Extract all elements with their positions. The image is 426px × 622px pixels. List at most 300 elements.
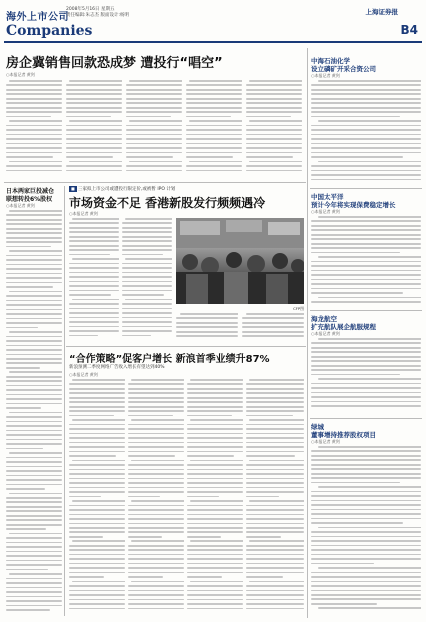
text-line <box>249 460 304 462</box>
text-line <box>311 89 421 91</box>
text-line <box>9 120 62 122</box>
sidebar-4-subheadline: 董事增持推荐股权项目 <box>311 431 376 439</box>
text-line <box>246 469 304 471</box>
text-line <box>69 321 119 323</box>
text-line <box>128 401 184 403</box>
text-line <box>187 392 243 394</box>
text-line <box>187 437 243 439</box>
sidebar-4-byline: ○本报记者 黄剑 <box>311 439 340 444</box>
text-line <box>66 147 122 149</box>
text-line <box>66 89 122 91</box>
photo-crowd <box>176 218 304 304</box>
text-line <box>311 125 421 127</box>
text-line <box>69 303 119 305</box>
text-line <box>6 470 62 472</box>
text-line <box>6 425 62 427</box>
sidebar-3-headline: 海龙航空 <box>311 315 337 323</box>
text-line <box>6 228 62 230</box>
text-line <box>246 464 304 466</box>
text-line <box>246 558 304 560</box>
text-line <box>69 161 122 163</box>
text-line <box>246 125 302 127</box>
text-line <box>69 464 125 466</box>
divider <box>66 346 306 347</box>
text-line <box>189 120 242 122</box>
text-line <box>187 505 243 507</box>
text-line <box>249 161 302 163</box>
text-line <box>6 466 62 468</box>
text-line <box>311 84 421 86</box>
text-line <box>246 603 304 605</box>
section-title-en: Companies <box>6 23 93 39</box>
text-line <box>69 227 119 229</box>
text-line <box>186 102 242 104</box>
text-line <box>311 279 421 281</box>
text-line <box>6 322 62 324</box>
text-line <box>6 609 50 611</box>
text-line <box>128 549 184 551</box>
text-line <box>189 161 242 163</box>
text-line <box>249 419 304 421</box>
text-line <box>190 500 243 502</box>
text-line <box>128 554 184 556</box>
text-line <box>131 379 184 381</box>
text-line <box>6 282 62 284</box>
text-line <box>6 605 62 607</box>
text-line <box>9 573 62 575</box>
text-line <box>311 356 421 358</box>
text-line <box>246 98 302 100</box>
publication-name: 上海证券报 <box>365 8 398 16</box>
text-line <box>246 428 304 430</box>
text-line <box>72 419 125 421</box>
text-line <box>6 246 51 248</box>
text-line <box>190 540 243 542</box>
text-line <box>128 428 184 430</box>
sidebar-2-subheadline: 预计今年将实现保费稳定增长 <box>311 201 396 209</box>
text-line <box>69 424 125 426</box>
text-line <box>311 468 421 470</box>
text-line <box>131 540 184 542</box>
text-line <box>9 371 62 373</box>
text-line <box>128 531 184 533</box>
text-line <box>128 518 184 520</box>
text-line <box>311 405 421 407</box>
text-line <box>6 89 62 91</box>
text-line <box>6 107 62 109</box>
top-story-col-5 <box>246 80 302 178</box>
text-line <box>6 277 62 279</box>
text-line <box>69 240 119 242</box>
text-line <box>128 478 184 480</box>
text-line <box>311 347 421 349</box>
divider <box>307 48 308 618</box>
text-line <box>311 365 421 367</box>
text-line <box>187 464 243 466</box>
text-line <box>6 98 62 100</box>
text-line <box>66 98 122 100</box>
text-line <box>69 531 125 533</box>
text-line <box>246 576 283 578</box>
text-line <box>125 299 172 301</box>
text-line <box>126 138 182 140</box>
text-line <box>186 93 242 95</box>
text-line <box>246 143 302 145</box>
text-line <box>128 437 184 439</box>
text-line <box>187 397 243 399</box>
text-line <box>311 473 421 475</box>
text-line <box>318 80 421 82</box>
text-line <box>128 487 184 489</box>
text-line <box>69 446 125 448</box>
text-line <box>6 457 62 459</box>
text-line <box>311 491 421 493</box>
text-line <box>176 322 238 324</box>
text-line <box>69 388 125 390</box>
text-line <box>69 406 125 408</box>
text-line <box>72 540 125 542</box>
divider <box>64 186 65 616</box>
text-line <box>129 80 182 82</box>
text-line <box>128 545 184 547</box>
text-line <box>69 290 119 292</box>
text-line <box>69 469 125 471</box>
text-line <box>69 478 125 480</box>
text-line <box>126 152 182 154</box>
text-line <box>311 513 421 515</box>
text-line <box>249 379 304 381</box>
sidebar-4-body <box>311 446 421 616</box>
center-story-byline: ○本报记者 黄剑 <box>69 211 98 216</box>
text-line <box>246 514 304 516</box>
text-line <box>249 80 302 82</box>
text-line <box>318 527 421 529</box>
text-line <box>122 330 172 332</box>
text-line <box>69 281 119 283</box>
text-line <box>311 594 421 596</box>
text-line <box>246 563 304 565</box>
center-story-col-4 <box>242 313 304 343</box>
bottom-story-kicker: 新浪预测二季度网络广告收入增长有望达到40% <box>69 365 165 370</box>
text-line <box>6 300 62 302</box>
page-number: B4 <box>400 23 418 37</box>
text-line <box>6 367 40 369</box>
text-line <box>190 581 243 583</box>
text-line <box>318 338 421 340</box>
text-line <box>69 496 101 498</box>
text-line <box>246 509 304 511</box>
text-line <box>122 240 172 242</box>
publish-date: 2008年5月16日 星期五 <box>66 7 115 12</box>
text-line <box>246 116 291 118</box>
text-line <box>128 406 184 408</box>
text-line <box>69 312 119 314</box>
text-line <box>128 496 160 498</box>
text-line <box>311 234 421 236</box>
text-line <box>126 111 182 113</box>
text-line <box>66 93 122 95</box>
text-line <box>6 564 62 566</box>
text-line <box>128 383 184 385</box>
text-line <box>311 536 421 538</box>
text-line <box>122 245 172 247</box>
text-line <box>186 98 242 100</box>
text-line <box>6 273 62 275</box>
text-line <box>128 585 184 587</box>
text-line <box>69 594 125 596</box>
text-line <box>69 518 125 520</box>
text-line <box>186 84 242 86</box>
text-line <box>311 351 421 353</box>
center-story-kicker: 三家拟上市公司或遭投行限定价,或被暂 IPO 计划 <box>78 187 176 192</box>
text-line <box>6 519 62 521</box>
sidebar-1-headline: 中海石油化学 <box>311 57 350 65</box>
text-line <box>6 304 62 306</box>
text-line <box>186 143 242 145</box>
text-line <box>6 506 62 508</box>
text-line <box>246 383 304 385</box>
text-line <box>187 491 243 493</box>
text-line <box>126 98 182 100</box>
text-line <box>6 134 62 136</box>
text-line <box>246 572 304 574</box>
text-line <box>186 111 242 113</box>
text-line <box>128 451 184 453</box>
text-line <box>126 107 182 109</box>
text-line <box>311 143 421 145</box>
bottom-story-col-4 <box>246 379 304 617</box>
text-line <box>128 572 184 574</box>
text-line <box>128 599 184 601</box>
text-line <box>311 165 421 167</box>
text-line <box>311 396 421 398</box>
text-line <box>6 407 41 409</box>
top-story-byline: ○本报记者 黄剑 <box>6 72 35 77</box>
text-line <box>128 442 184 444</box>
text-line <box>6 524 62 526</box>
text-line <box>9 161 62 163</box>
text-line <box>6 147 62 149</box>
text-line <box>128 608 184 610</box>
text-line <box>311 540 421 542</box>
text-line <box>128 505 184 507</box>
text-line <box>69 437 125 439</box>
text-line <box>6 241 62 243</box>
text-line <box>6 596 62 598</box>
text-line <box>6 439 62 441</box>
text-line <box>186 125 242 127</box>
text-line <box>187 487 243 489</box>
text-line <box>69 272 119 274</box>
text-line <box>9 331 62 333</box>
text-line <box>246 567 304 569</box>
text-line <box>190 460 243 462</box>
text-line <box>311 116 400 118</box>
text-line <box>69 317 119 319</box>
text-line <box>246 102 302 104</box>
text-line <box>69 599 125 601</box>
text-line <box>311 238 421 240</box>
text-line <box>69 401 125 403</box>
text-line <box>311 464 421 466</box>
text-line <box>69 545 125 547</box>
text-line <box>125 218 172 220</box>
text-line <box>246 523 304 525</box>
text-line <box>311 225 421 227</box>
text-line <box>187 536 221 538</box>
text-line <box>128 527 184 529</box>
text-line <box>186 147 242 149</box>
text-line <box>187 594 243 596</box>
text-line <box>6 600 62 602</box>
text-line <box>69 383 125 385</box>
text-line <box>311 265 421 267</box>
text-line <box>9 250 62 252</box>
text-line <box>6 336 62 338</box>
text-line <box>69 80 122 82</box>
text-line <box>311 518 421 520</box>
text-line <box>187 410 243 412</box>
text-line <box>6 143 62 145</box>
text-line <box>6 345 62 347</box>
text-line <box>246 554 304 556</box>
text-line <box>128 455 175 457</box>
text-line <box>6 259 62 261</box>
text-line <box>69 514 125 516</box>
text-line <box>122 321 172 323</box>
text-line <box>69 335 98 337</box>
text-line <box>122 276 172 278</box>
text-line <box>187 482 243 484</box>
text-line <box>311 288 421 290</box>
text-line <box>6 349 62 351</box>
text-line <box>6 309 62 311</box>
text-line <box>122 281 172 283</box>
text-line <box>311 450 421 452</box>
sidebar-3-byline: ○本报记者 黄剑 <box>311 331 340 336</box>
text-line <box>311 576 421 578</box>
text-line <box>311 107 421 109</box>
text-line <box>126 147 182 149</box>
text-line <box>9 412 62 414</box>
text-line <box>187 518 243 520</box>
text-line <box>246 93 302 95</box>
text-line <box>69 558 125 560</box>
text-line <box>6 255 62 257</box>
bottom-story-byline: ○本报记者 黄剑 <box>69 372 98 377</box>
text-line <box>126 102 182 104</box>
text-line <box>6 582 62 584</box>
text-line <box>6 421 62 423</box>
text-line <box>66 129 122 131</box>
text-line <box>66 107 122 109</box>
text-line <box>6 479 62 481</box>
text-line <box>311 283 421 285</box>
text-line <box>187 446 243 448</box>
text-line <box>187 496 219 498</box>
text-line <box>318 446 421 448</box>
section-tag: ■ <box>71 186 75 191</box>
text-line <box>187 401 243 403</box>
text-line <box>66 111 122 113</box>
text-line <box>311 585 421 587</box>
text-line <box>246 599 304 601</box>
sidebar-1-byline: ○本报记者 黄剑 <box>311 73 340 78</box>
text-line <box>69 603 125 605</box>
text-line <box>187 599 243 601</box>
text-line <box>311 455 421 457</box>
text-line <box>187 428 243 430</box>
text-line <box>311 360 421 362</box>
text-line <box>69 563 125 565</box>
text-line <box>69 330 119 332</box>
text-line <box>311 252 400 254</box>
text-line <box>6 84 62 86</box>
text-line <box>318 216 421 218</box>
text-line <box>69 491 125 493</box>
text-line <box>180 313 238 315</box>
text-line <box>6 448 43 450</box>
text-line <box>6 578 62 580</box>
text-line <box>311 603 377 605</box>
text-line <box>311 152 421 154</box>
text-line <box>69 254 110 256</box>
center-story-col-1 <box>69 218 119 343</box>
text-line <box>311 301 421 303</box>
text-line <box>6 232 62 234</box>
text-line <box>189 80 242 82</box>
text-line <box>246 397 304 399</box>
text-line <box>246 424 304 426</box>
text-line <box>69 120 122 122</box>
text-line <box>122 317 172 319</box>
text-line <box>6 555 62 557</box>
text-line <box>126 93 182 95</box>
sidebar-2-headline: 中国太平洋 <box>311 193 344 201</box>
text-line <box>122 326 172 328</box>
text-line <box>66 102 122 104</box>
text-line <box>66 165 122 167</box>
text-line <box>69 276 119 278</box>
text-line <box>66 84 122 86</box>
text-line <box>6 223 62 225</box>
left-story-body <box>6 210 62 615</box>
text-line <box>66 138 122 140</box>
text-line <box>6 403 62 405</box>
text-line <box>66 170 122 172</box>
text-line <box>6 111 62 113</box>
text-line <box>311 342 421 344</box>
text-line <box>6 219 62 221</box>
text-line <box>122 227 172 229</box>
text-line <box>246 585 304 587</box>
sidebar-4-headline: 绿城 <box>311 423 324 431</box>
text-line <box>187 603 243 605</box>
text-line <box>246 437 304 439</box>
text-line <box>129 120 182 122</box>
text-line <box>128 392 184 394</box>
text-line <box>69 231 119 233</box>
text-line <box>187 514 243 516</box>
text-line <box>311 369 421 371</box>
text-line <box>187 478 243 480</box>
text-line <box>246 392 304 394</box>
text-line <box>246 594 304 596</box>
text-line <box>246 505 304 507</box>
text-line <box>311 477 421 479</box>
text-line <box>246 473 304 475</box>
text-line <box>311 247 421 249</box>
